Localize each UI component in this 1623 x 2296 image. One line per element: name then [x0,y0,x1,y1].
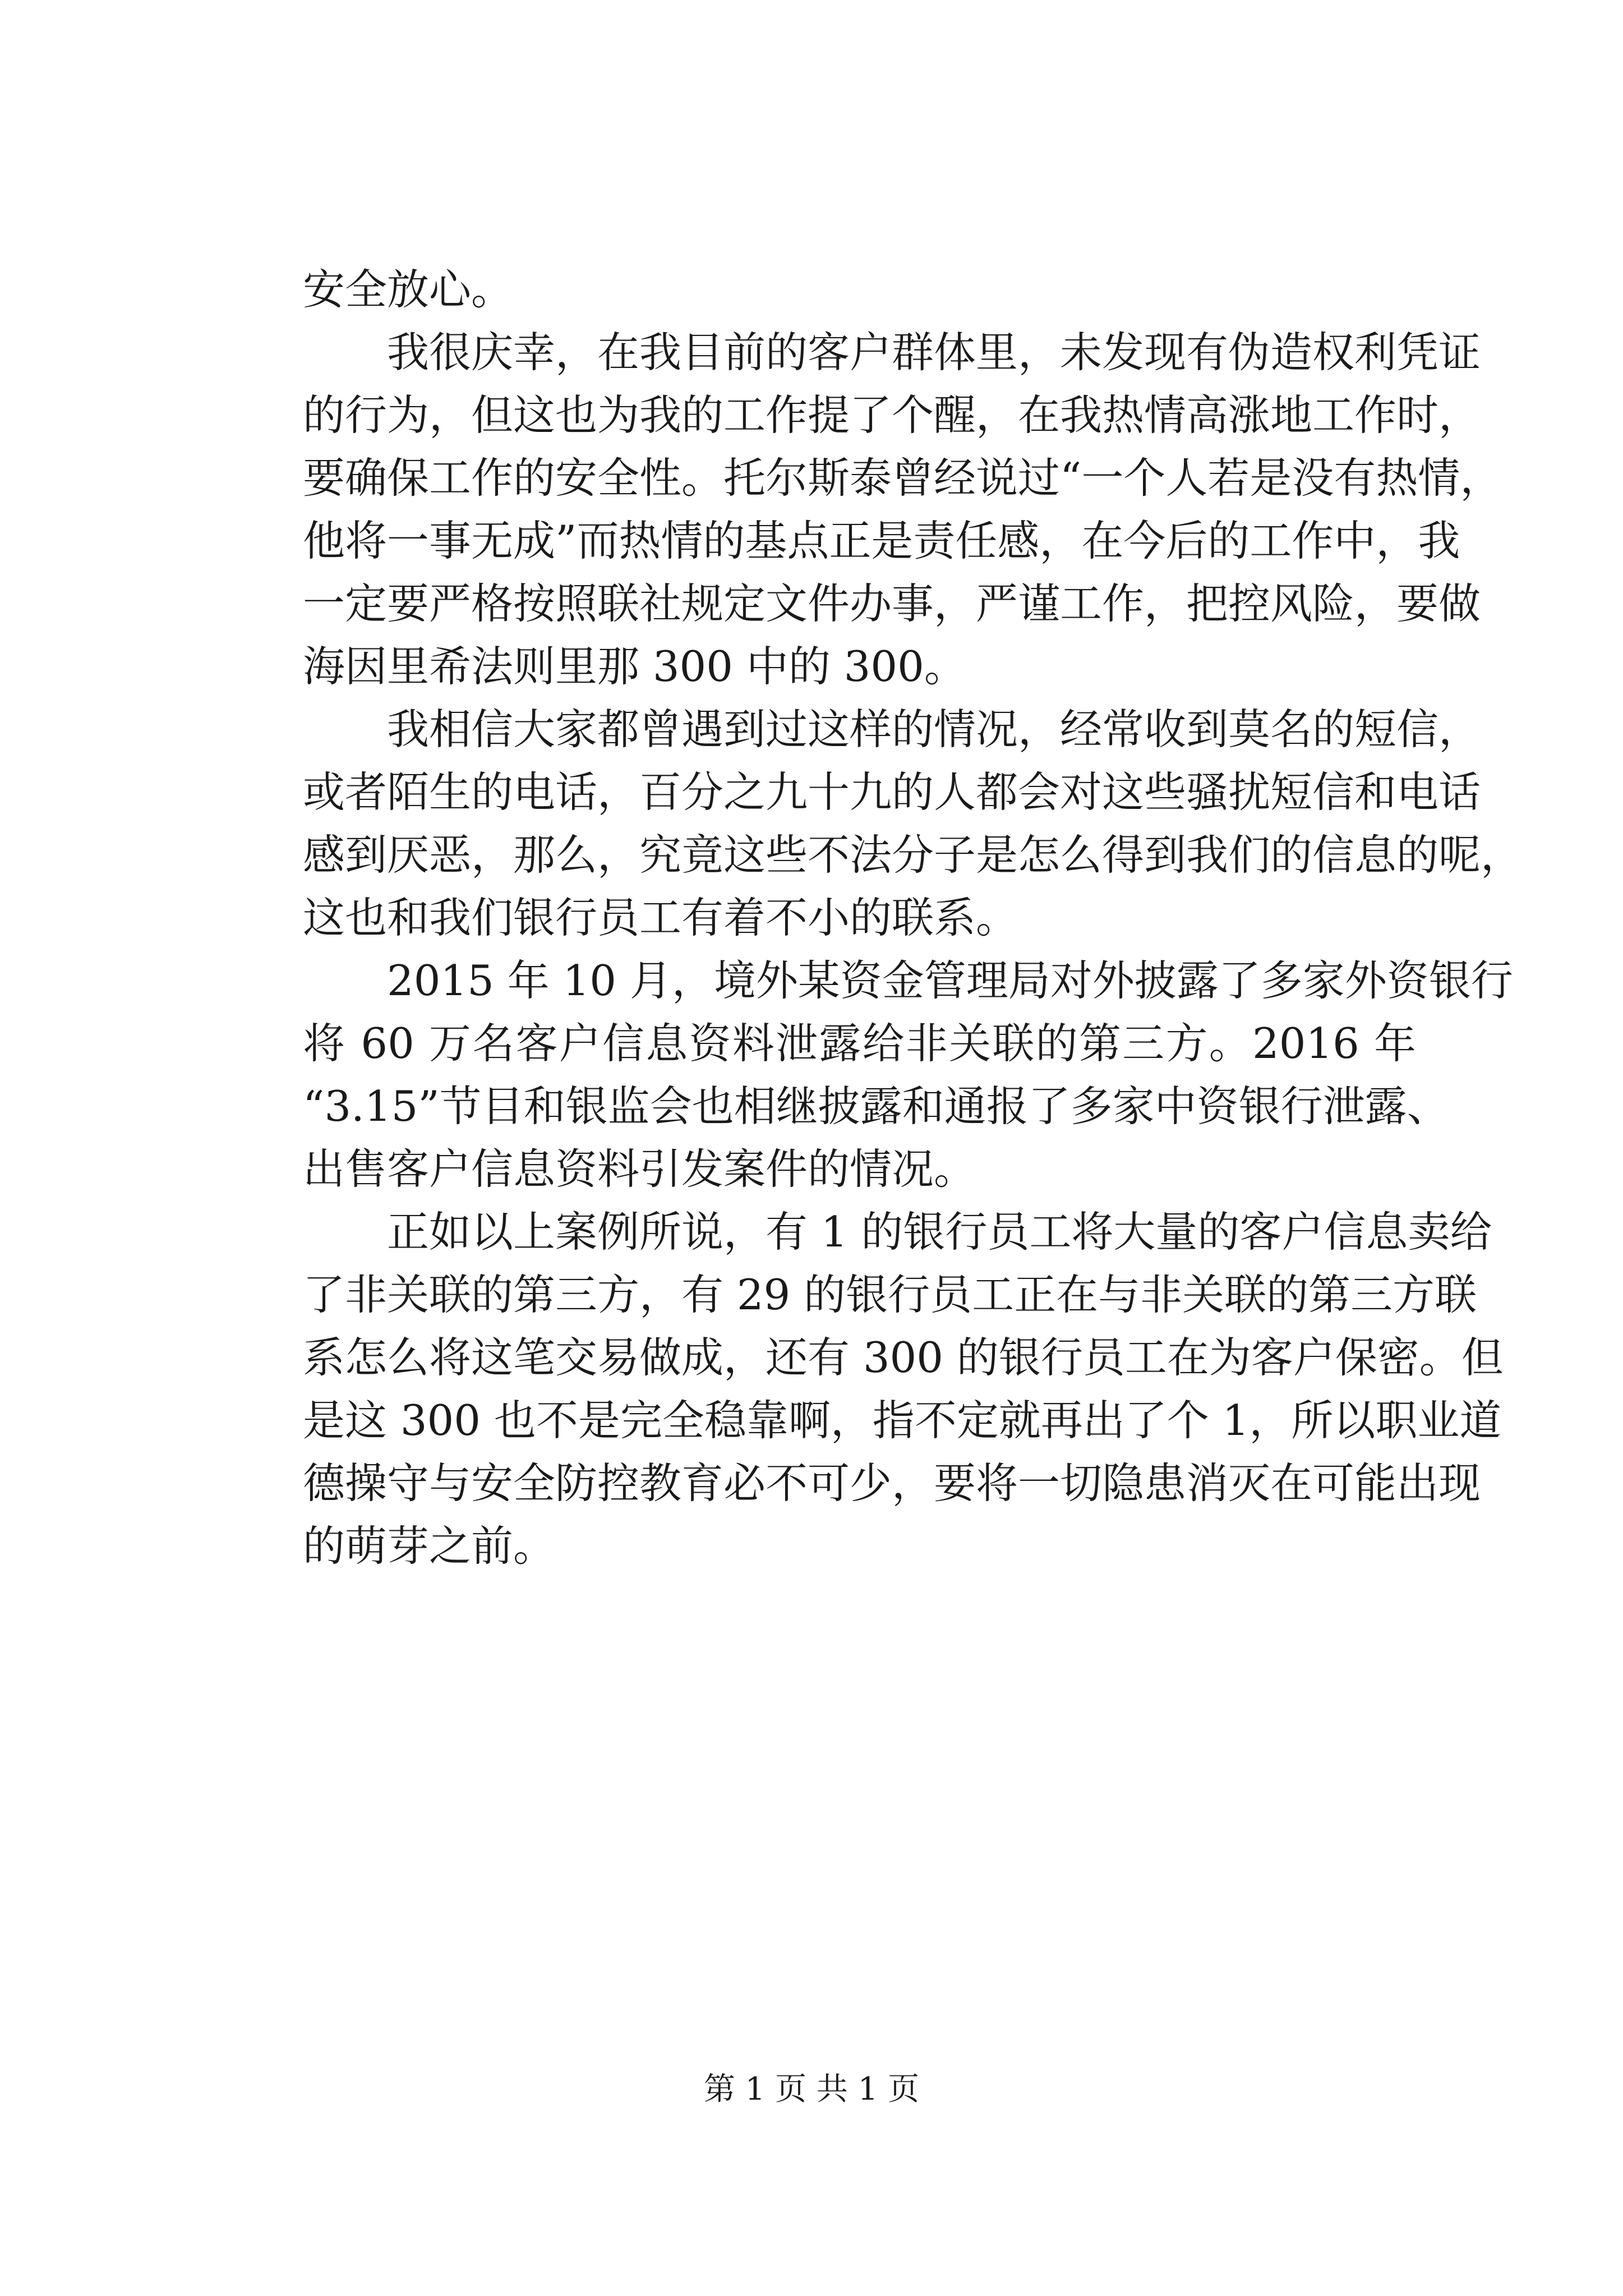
paragraph-line: 将 60 万名客户信息资料泄露给非关联的第三方。2016 年 [303,1019,1416,1068]
paragraph-line: 感到厌恶，那么，究竟这些不法分子是怎么得到我们的信息的呢， [303,830,1523,880]
page-footer: 第 1 页 共 1 页 [703,2071,920,2108]
paragraph-line: 的萌芽之前。 [303,1521,556,1571]
paragraph-line: 安全放心。 [303,265,514,314]
paragraph-line: 一定要严格按照联社规定文件办事，严谨工作，把控风险，要做 [303,579,1481,628]
paragraph [303,698,1523,949]
paragraph [303,321,1502,698]
paragraph-line: 出售客户信息资料引发案件的情况。 [303,1144,976,1194]
paragraph-line: 2015 年 10 月，境外某资金管理局对外披露了多家外资银行 [387,956,1513,1005]
paragraph [303,949,1513,1200]
paragraph-line: 他将一事无成”而热情的基点正是责任感，在今后的工作中，我 [303,516,1460,565]
paragraph-line: 正如以上案例所说，有 1 的银行员工将大量的客户信息卖给 [387,1207,1492,1257]
paragraph-line: 的行为，但这也为我的工作提了个醒，在我热情高涨地工作时， [303,390,1481,440]
document-body [303,258,1523,1577]
paragraph-line: 这也和我们银行员工有着不小的联系。 [303,893,1018,942]
paragraph-line: 要确保工作的安全性。托尔斯泰曾经说过“一个人若是没有热情， [303,453,1502,503]
paragraph-line: 海因里希法则里那 300 中的 300。 [303,642,966,691]
paragraph-line: 系怎么将这笔交易做成，还有 300 的银行员工在为客户保密。但 [303,1333,1504,1382]
paragraph-line: “3.15”节目和银监会也相继披露和通报了多家中资银行泄露、 [303,1082,1449,1131]
paragraph-line: 德操守与安全防控教育必不可少，要将一切隐患消灭在可能出现 [303,1458,1481,1508]
paragraph-line: 我相信大家都曾遇到过这样的情况，经常收到莫名的短信， [387,705,1481,754]
paragraph-line: 了非关联的第三方，有 29 的银行员工正在与非关联的第三方联 [303,1270,1477,1319]
paragraph [303,258,1416,321]
paragraph-line: 是这 300 也不是完全稳靠啊，指不定就再出了个 1，所以职业道 [303,1396,1502,1445]
paragraph-line: 我很庆幸，在我目前的客户群体里，未发现有伪造权利凭证 [387,328,1481,377]
paragraph-line: 或者陌生的电话，百分之九十九的人都会对这些骚扰短信和电话 [303,767,1481,817]
paragraph [303,1200,1504,1577]
